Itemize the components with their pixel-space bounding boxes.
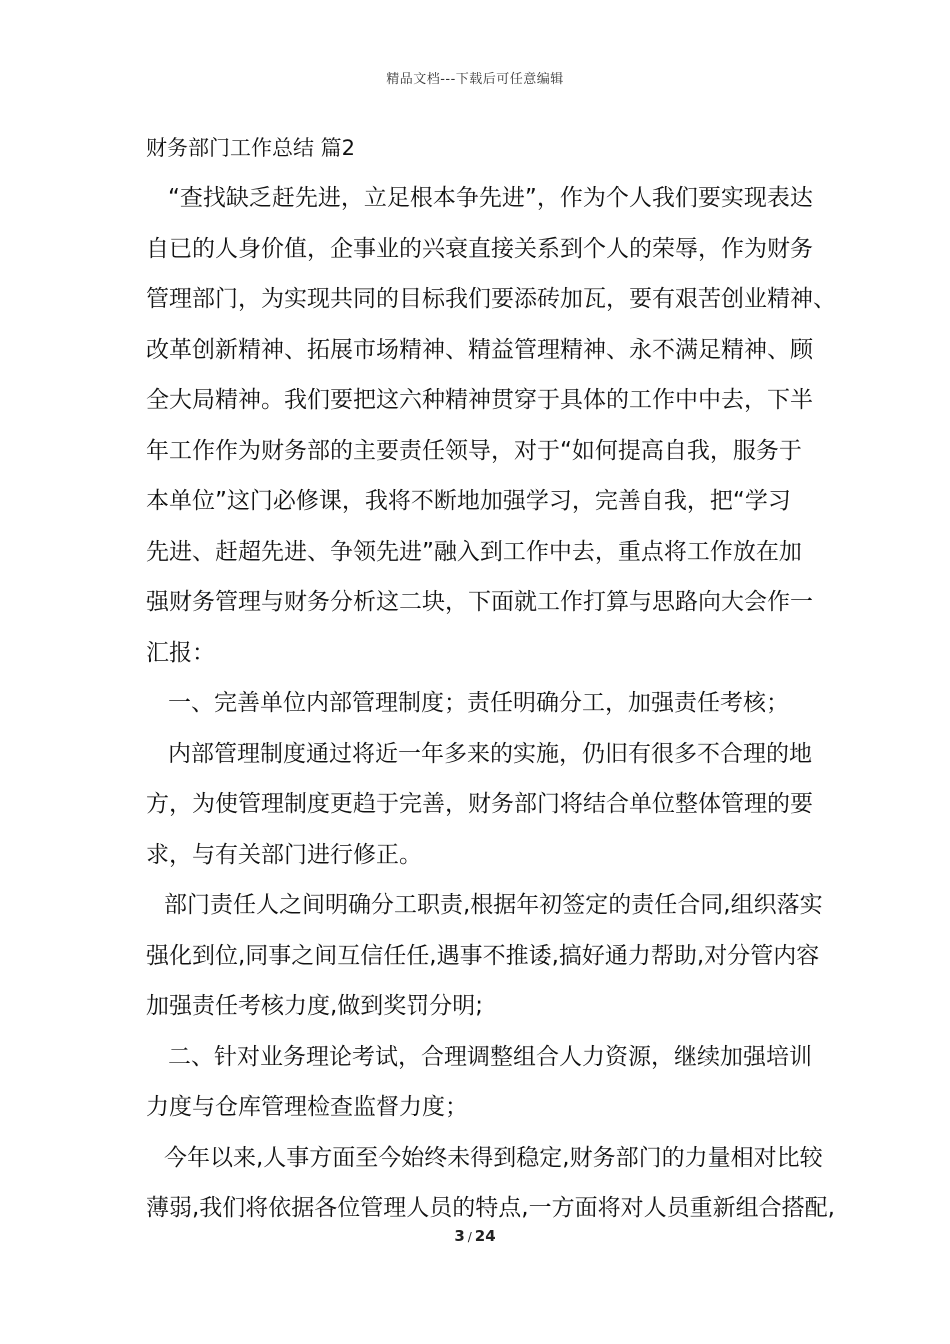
body-line: “查找缺乏赶先进，立足根本争先进”，作为个人我们要实现表达 [168,185,813,211]
page-header: 精品文档---下载后可任意编辑 [386,72,564,87]
body-line: 强化到位,同事之间互信任任,遇事不推诿,搞好通力帮助,对分管内容 [146,942,820,969]
body-line: 改革创新精神、拓展市场精神、精益管理精神、永不满足精神、顾 [146,336,813,363]
document-title: 财务部门工作总结 篇2 [146,136,356,160]
body-line: 加强责任考核力度,做到奖罚分明; [146,993,484,1019]
total-pages: 24 [474,1227,496,1245]
body-line: 汇报： [146,639,215,666]
body-line: 管理部门，为实现共同的目标我们要添砖加瓦，要有艰苦创业精神、 [146,286,836,312]
document-body [146,178,836,1239]
body-line: 部门责任人之间明确分工职责,根据年初签定的责任合同,组织落实 [164,892,823,918]
body-line: 本单位”这门必修课，我将不断地加强学习，完善自我，把“学习 [146,488,791,514]
body-line: 先进、赶超先进、争领先进”融入到工作中去，重点将工作放在加 [146,538,802,565]
body-line: 全大局精神。我们要把这六种精神贯穿于具体的工作中中去，下半 [146,387,813,413]
body-line: 内部管理制度通过将近一年多来的实施，仍旧有很多不合理的地 [168,740,812,767]
section-heading-2: 二、针对业务理论考试，合理调整组合人力资源，继续加强培训 [168,1043,812,1070]
body-line: 年工作作为财务部的主要责任领导，对于“如何提高自我，服务于 [146,437,802,464]
page-separator: / [467,1230,472,1244]
section-heading-1: 一、完善单位内部管理制度；责任明确分工，加强责任考核； [168,690,789,716]
body-line: 求，与有关部门进行修正。 [146,841,422,868]
body-line: 力度与仓库管理检查监督力度； [146,1094,468,1120]
body-line: 自已的人身价值，企事业的兴衰直接关系到个人的荣辱，作为财务 [146,235,813,262]
body-line: 强财务管理与财务分析这二块，下面就工作打算与思路向大会作一 [146,589,813,615]
body-line: 薄弱,我们将依据各位管理人员的特点,一方面将对人员重新组合搭配, [146,1195,835,1221]
body-line: 方，为使管理制度更趋于完善，财务部门将结合单位整体管理的要 [146,791,813,817]
page-number [0,1227,950,1245]
current-page: 3 [454,1227,465,1245]
body-line: 今年以来,人事方面至今始终未得到稳定,财务部门的力量相对比较 [164,1144,823,1171]
